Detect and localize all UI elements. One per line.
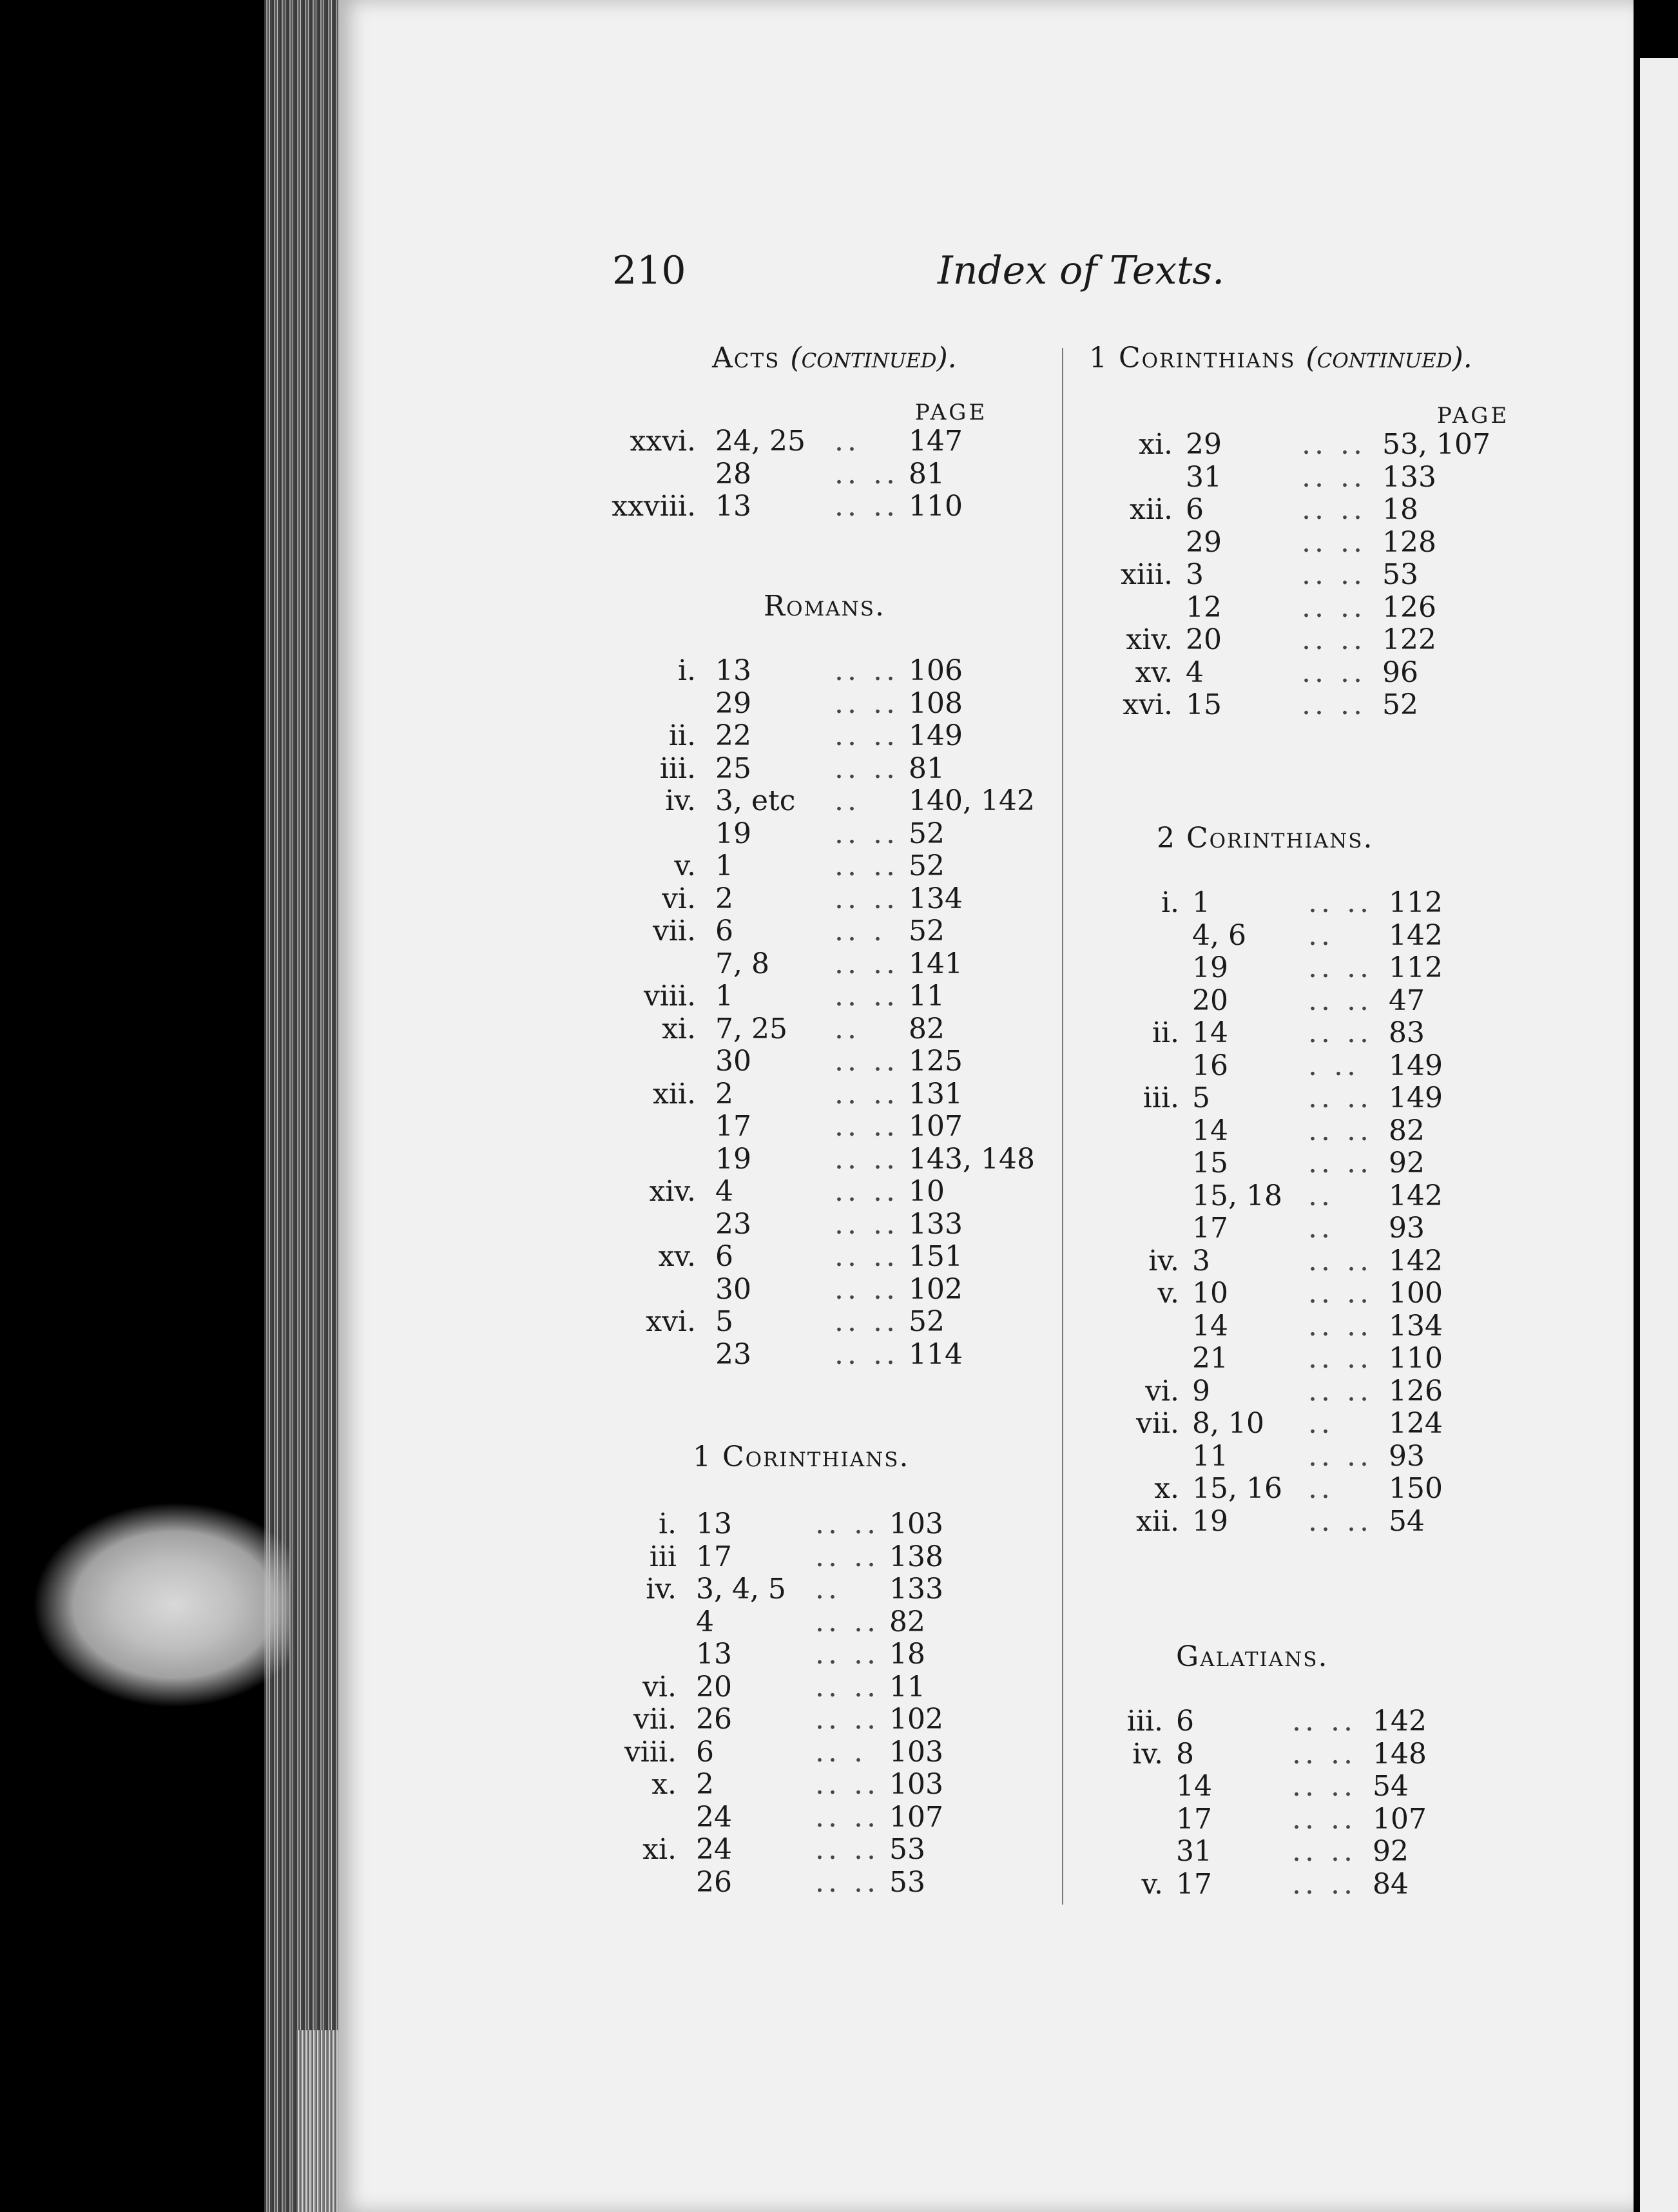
leader-dots: .. .. xyxy=(1308,951,1373,984)
verse-numbers: 3, 4, 5 xyxy=(696,1573,786,1606)
verse-numbers: 2 xyxy=(715,882,733,915)
page-reference: 122 xyxy=(1382,623,1436,656)
leader-dots: .. .. xyxy=(834,980,899,1013)
leader-dots: .. .. xyxy=(1308,1114,1373,1147)
page-reference: 10 xyxy=(909,1175,945,1208)
leader-dots: .. .. xyxy=(834,817,899,850)
leader-dots: .. .. xyxy=(1302,428,1366,461)
verse-numbers: 4 xyxy=(1186,655,1204,689)
verse-numbers: 19 xyxy=(1192,951,1228,984)
chapter-number: xiv. xyxy=(1126,623,1173,656)
leader-dots: .. .. xyxy=(834,686,899,720)
verse-numbers: 28 xyxy=(715,457,751,490)
chapter-number: ii. xyxy=(1152,1016,1179,1049)
leader-dots: .. .. xyxy=(834,752,899,785)
verse-numbers: 17 xyxy=(1176,1867,1212,1901)
chapter-number: vi. xyxy=(662,882,696,915)
section-title-1-corinthians-continued xyxy=(1089,342,1472,374)
verse-numbers: 4, 6 xyxy=(1192,918,1246,952)
chapter-number: iii. xyxy=(1126,1705,1163,1738)
verse-numbers: 4 xyxy=(696,1605,714,1638)
leader-dots: .. .. xyxy=(1308,1504,1373,1538)
leader-dots: .. .. xyxy=(1292,1835,1356,1868)
page-column-label: PAGE xyxy=(915,400,988,425)
verse-numbers: 13 xyxy=(696,1508,732,1540)
page-reference: 124 xyxy=(1389,1407,1443,1440)
verse-numbers: 30 xyxy=(715,1045,751,1078)
leader-dots: .. . xyxy=(815,1735,867,1769)
leader-dots: .. .. xyxy=(1292,1802,1356,1836)
verse-numbers: 29 xyxy=(715,686,751,720)
verse-numbers: 12 xyxy=(1186,590,1222,624)
paper-stain xyxy=(32,1502,290,1708)
verse-numbers: 7, 8 xyxy=(715,947,769,980)
page-reference: 52 xyxy=(1382,688,1418,721)
leader-dots: .. .. xyxy=(834,1175,899,1208)
verse-numbers: 6 xyxy=(696,1735,714,1769)
page-reference: 149 xyxy=(909,719,963,752)
leader-dots: .. .. xyxy=(834,457,899,490)
page-reference: 147 xyxy=(909,425,963,458)
leader-dots: .. .. xyxy=(815,1865,880,1899)
verse-numbers: 14 xyxy=(1192,1016,1228,1049)
page-reference: 47 xyxy=(1389,984,1425,1017)
page-reference: 54 xyxy=(1389,1504,1425,1538)
verse-numbers: 13 xyxy=(696,1638,732,1671)
verse-numbers: 21 xyxy=(1192,1342,1228,1375)
verse-numbers: 11 xyxy=(1192,1439,1228,1473)
chapter-number: i. xyxy=(677,654,696,687)
leader-dots: .. .. xyxy=(1308,1082,1373,1114)
page-reference: 140, 142 xyxy=(909,784,1035,817)
chapter-number: x. xyxy=(651,1768,677,1801)
page-reference: 114 xyxy=(909,1337,963,1371)
verse-numbers: 6 xyxy=(1176,1705,1194,1738)
page-reference: 138 xyxy=(889,1540,943,1573)
page-reference: 107 xyxy=(889,1800,943,1834)
page-reference: 128 xyxy=(1382,525,1436,559)
chapter-number: xv. xyxy=(658,1240,696,1273)
section-name: Acts xyxy=(712,342,780,374)
page-reference: 150 xyxy=(1389,1472,1443,1505)
leader-dots: .. .. xyxy=(834,1272,899,1306)
verse-numbers: 14 xyxy=(1176,1770,1212,1803)
leader-dots: .. xyxy=(1308,1212,1334,1245)
leader-dots: .. .. xyxy=(834,1305,899,1338)
section-title-2-corinthians: 2 Corinthians. xyxy=(1157,822,1374,855)
chapter-number: vii. xyxy=(633,1703,677,1736)
verse-numbers: 29 xyxy=(1186,525,1222,559)
page-reference: 103 xyxy=(889,1508,943,1540)
page-reference: 11 xyxy=(909,980,945,1013)
facing-page-edge xyxy=(1640,58,1678,2212)
chapter-number: xiv. xyxy=(649,1175,696,1208)
chapter-number: xiii. xyxy=(1120,558,1173,591)
leader-dots: .. .. xyxy=(834,947,899,980)
leader-dots: .. .. xyxy=(1302,688,1366,721)
leader-dots: .. .. xyxy=(815,1833,880,1866)
leader-dots: .. xyxy=(1308,1179,1334,1212)
leader-dots: .. .. xyxy=(815,1605,880,1638)
chapter-number: xi. xyxy=(1139,428,1173,461)
verse-numbers: 26 xyxy=(696,1865,732,1899)
section-note: (continued). xyxy=(790,342,957,374)
page-reference: 142 xyxy=(1389,1244,1443,1277)
page-reference: 102 xyxy=(909,1272,963,1306)
chapter-number: xii. xyxy=(1136,1504,1179,1538)
verse-numbers: 24 xyxy=(696,1833,732,1866)
page-reference: 96 xyxy=(1382,655,1418,689)
leader-dots: .. .. xyxy=(1308,984,1373,1017)
leader-dots: .. .. xyxy=(1292,1705,1356,1738)
leader-dots: .. .. xyxy=(815,1508,880,1540)
page-reference: 133 xyxy=(889,1573,943,1606)
chapter-number: iii. xyxy=(1143,1082,1179,1114)
section-title-acts xyxy=(712,342,957,374)
leader-dots: .. .. xyxy=(834,1337,899,1371)
leader-dots: .. xyxy=(1308,1407,1334,1440)
leader-dots: .. xyxy=(834,784,860,817)
page-reference: 103 xyxy=(889,1735,943,1769)
leader-dots: .. .. xyxy=(815,1638,880,1671)
verse-numbers: 9 xyxy=(1192,1374,1210,1408)
verse-numbers: 16 xyxy=(1192,1049,1228,1082)
chapter-number: vi. xyxy=(642,1670,677,1703)
verse-numbers: 23 xyxy=(715,1207,751,1241)
chapter-number: xvi. xyxy=(1123,688,1173,721)
page-reference: 102 xyxy=(889,1703,943,1736)
chapter-number: vii. xyxy=(653,915,696,947)
chapter-number: iv. xyxy=(646,1573,677,1606)
chapter-number: vii. xyxy=(1136,1407,1179,1440)
page-reference: 18 xyxy=(1382,493,1418,526)
leader-dots: .. xyxy=(1308,1472,1334,1505)
verse-numbers: 6 xyxy=(715,1240,733,1273)
section-title-romans: Romans. xyxy=(764,590,886,623)
page-reference: 84 xyxy=(1373,1867,1409,1901)
chapter-number: x. xyxy=(1154,1472,1179,1505)
verse-numbers: 19 xyxy=(715,1142,751,1176)
chapter-number: xxviii. xyxy=(612,490,696,523)
page-reference: 103 xyxy=(889,1768,943,1801)
verse-numbers: 15, 18 xyxy=(1192,1179,1282,1212)
chapter-number: v. xyxy=(1157,1277,1179,1310)
leader-dots: .. .. xyxy=(1302,655,1366,689)
verse-numbers: 5 xyxy=(1192,1082,1210,1114)
leader-dots: .. .. xyxy=(834,654,899,687)
page-reference: 142 xyxy=(1373,1705,1427,1738)
verse-numbers: 15 xyxy=(1186,688,1222,721)
chapter-number: iv. xyxy=(1132,1737,1163,1771)
leader-dots: .. .. xyxy=(815,1768,880,1801)
leader-dots: .. .. xyxy=(1302,558,1366,591)
leader-dots: .. .. xyxy=(834,1110,899,1143)
page-number: 210 xyxy=(612,248,686,293)
verse-numbers: 26 xyxy=(696,1703,732,1736)
chapter-number: viii. xyxy=(624,1735,677,1769)
chapter-number: i. xyxy=(658,1508,677,1540)
verse-numbers: 17 xyxy=(1192,1212,1228,1245)
leader-dots: .. .. xyxy=(1292,1770,1356,1803)
page-reference: 53 xyxy=(889,1865,925,1899)
page-column-label: PAGE xyxy=(1437,403,1510,429)
verse-numbers: 1 xyxy=(715,980,733,1013)
verse-numbers: 3 xyxy=(1186,558,1204,591)
page-reference: 112 xyxy=(1389,951,1443,984)
verse-numbers: 6 xyxy=(1186,493,1204,526)
verse-numbers: 17 xyxy=(1176,1802,1212,1836)
page-reference: 133 xyxy=(1382,460,1436,494)
page-reference: 126 xyxy=(1382,590,1436,624)
page-reference: 92 xyxy=(1389,1147,1425,1179)
chapter-number: xii. xyxy=(1130,493,1173,526)
verse-numbers: 6 xyxy=(715,915,733,947)
chapter-number: i. xyxy=(1161,886,1179,919)
verse-numbers: 20 xyxy=(696,1670,732,1703)
column-divider xyxy=(1062,348,1063,1905)
chapter-number: vi. xyxy=(1145,1374,1179,1408)
verse-numbers: 3, etc xyxy=(715,784,796,817)
verse-numbers: 19 xyxy=(1192,1504,1228,1538)
page-reference: 131 xyxy=(909,1077,963,1111)
page-reference: 133 xyxy=(909,1207,963,1241)
leader-dots: .. .. xyxy=(1308,1277,1373,1310)
page-reference: 126 xyxy=(1389,1374,1443,1408)
chapter-number: xi. xyxy=(642,1833,677,1866)
page-reference: 82 xyxy=(1389,1114,1425,1147)
verse-numbers: 31 xyxy=(1176,1835,1212,1868)
leader-dots: .. .. xyxy=(1308,1374,1373,1408)
leader-dots: .. xyxy=(815,1573,841,1606)
verse-numbers: 23 xyxy=(715,1337,751,1371)
leader-dots: .. .. xyxy=(834,719,899,752)
verse-numbers: 15 xyxy=(1192,1147,1228,1179)
leader-dots: .. .. xyxy=(834,1142,899,1176)
section-name: 1 Corinthians xyxy=(1089,342,1296,374)
verse-numbers: 15, 16 xyxy=(1192,1472,1282,1505)
verse-numbers: 2 xyxy=(696,1768,714,1801)
leader-dots: .. .. xyxy=(815,1703,880,1736)
page-reference: 134 xyxy=(909,882,963,915)
page-reference: 53 xyxy=(889,1833,925,1866)
verse-numbers: 17 xyxy=(696,1540,732,1573)
page-reference: 110 xyxy=(909,490,963,523)
page-reference: 18 xyxy=(889,1638,925,1671)
leader-dots: .. .. xyxy=(834,1240,899,1273)
leader-dots: .. xyxy=(834,1012,860,1045)
leader-dots: .. .. xyxy=(1308,1439,1373,1473)
verse-numbers: 31 xyxy=(1186,460,1222,494)
verse-numbers: 24 xyxy=(696,1800,732,1834)
verse-numbers: 4 xyxy=(715,1175,733,1208)
leader-dots: .. .. xyxy=(1302,590,1366,624)
verse-numbers: 13 xyxy=(715,490,751,523)
verse-numbers: 29 xyxy=(1186,428,1222,461)
chapter-number: viii. xyxy=(643,980,696,1013)
page-reference: 82 xyxy=(889,1605,925,1638)
leader-dots: .. xyxy=(834,425,860,458)
chapter-number: v. xyxy=(674,849,696,882)
section-title-galatians: Galatians. xyxy=(1176,1640,1329,1673)
leader-dots: .. xyxy=(1308,918,1334,952)
page-reference: 93 xyxy=(1389,1212,1425,1245)
page-reference: 52 xyxy=(909,817,945,850)
page-reference: 93 xyxy=(1389,1439,1425,1473)
leader-dots: .. .. xyxy=(1292,1867,1356,1901)
page-reference: 125 xyxy=(909,1045,963,1078)
leader-dots: .. . xyxy=(834,915,886,947)
verse-numbers: 13 xyxy=(715,654,751,687)
page-reference: 108 xyxy=(909,686,963,720)
page-reference: 151 xyxy=(909,1240,963,1273)
verse-numbers: 17 xyxy=(715,1110,751,1143)
page-reference: 52 xyxy=(909,1305,945,1338)
leader-dots: .. .. xyxy=(834,1045,899,1078)
leader-dots: .. .. xyxy=(1308,886,1373,919)
chapter-number: iii xyxy=(649,1540,677,1573)
chapter-number: iv. xyxy=(665,784,696,817)
page-reference: 83 xyxy=(1389,1016,1425,1049)
leader-dots: .. .. xyxy=(834,849,899,882)
verse-numbers: 20 xyxy=(1192,984,1228,1017)
page-reference: 81 xyxy=(909,457,945,490)
leader-dots: .. .. xyxy=(1302,460,1366,494)
chapter-number: v. xyxy=(1141,1867,1163,1901)
leader-dots: .. .. xyxy=(1302,623,1366,656)
verse-numbers: 2 xyxy=(715,1077,733,1111)
chapter-number: xi. xyxy=(662,1012,696,1045)
leader-dots: .. .. xyxy=(815,1540,880,1573)
page-reference: 142 xyxy=(1389,918,1443,952)
chapter-number: iv. xyxy=(1148,1244,1179,1277)
verse-numbers: 1 xyxy=(715,849,733,882)
page-reference: 53, 107 xyxy=(1382,428,1490,461)
page-reference: 11 xyxy=(889,1670,925,1703)
chapter-number: xv. xyxy=(1135,655,1173,689)
page-reference: 134 xyxy=(1389,1309,1443,1343)
page-reference: 107 xyxy=(1373,1802,1427,1836)
chapter-number: ii. xyxy=(668,719,696,752)
leader-dots: .. .. xyxy=(1308,1342,1373,1375)
leader-dots: .. .. xyxy=(834,1077,899,1111)
page-reference: 52 xyxy=(909,915,945,947)
leader-dots: .. .. xyxy=(1308,1309,1373,1343)
verse-numbers: 10 xyxy=(1192,1277,1228,1310)
leader-dots: .. .. xyxy=(1302,525,1366,559)
page-reference: 106 xyxy=(909,654,963,687)
verse-numbers: 24, 25 xyxy=(715,425,805,458)
chapter-number: iii. xyxy=(659,752,696,785)
page-reference: 81 xyxy=(909,752,945,785)
verse-numbers: 1 xyxy=(1192,886,1210,919)
leader-dots: .. .. xyxy=(1308,1147,1373,1179)
page-reference: 92 xyxy=(1373,1835,1409,1868)
chapter-number: xii. xyxy=(653,1077,696,1111)
page-reference: 100 xyxy=(1389,1277,1443,1310)
page-reference: 112 xyxy=(1389,886,1443,919)
page-reference: 143, 148 xyxy=(909,1142,1035,1176)
leader-dots: .. .. xyxy=(1308,1016,1373,1049)
page-reference: 142 xyxy=(1389,1179,1443,1212)
verse-numbers: 22 xyxy=(715,719,751,752)
leader-dots: .. .. xyxy=(834,882,899,915)
verse-numbers: 20 xyxy=(1186,623,1222,656)
page-reference: 141 xyxy=(909,947,963,980)
verse-numbers: 7, 25 xyxy=(715,1012,787,1045)
chapter-number: xxvi. xyxy=(630,425,696,458)
leader-dots: .. .. xyxy=(834,1207,899,1241)
page-reference: 54 xyxy=(1373,1770,1409,1803)
leader-dots: .. .. xyxy=(1308,1244,1373,1277)
verse-numbers: 14 xyxy=(1192,1114,1228,1147)
page-reference: 110 xyxy=(1389,1342,1443,1375)
page-reference: 82 xyxy=(909,1012,945,1045)
verse-numbers: 25 xyxy=(715,752,751,785)
verse-numbers: 3 xyxy=(1192,1244,1210,1277)
leader-dots: .. .. xyxy=(815,1670,880,1703)
leader-dots: .. .. xyxy=(815,1800,880,1834)
section-note: (continued). xyxy=(1306,342,1472,374)
leader-dots: .. .. xyxy=(1292,1737,1356,1771)
page-reference: 149 xyxy=(1389,1082,1443,1114)
leader-dots: . .. xyxy=(1308,1049,1360,1082)
section-title-1-corinthians: 1 Corinthians. xyxy=(693,1441,910,1473)
running-title: Index of Texts. xyxy=(938,248,1225,293)
verse-numbers: 8, 10 xyxy=(1192,1407,1264,1440)
page-reference: 107 xyxy=(909,1110,963,1143)
leader-dots: .. .. xyxy=(1302,493,1366,526)
chapter-number: xvi. xyxy=(646,1305,696,1338)
leader-dots: .. .. xyxy=(834,490,899,523)
verse-numbers: 5 xyxy=(715,1305,733,1338)
page-reference: 149 xyxy=(1389,1049,1443,1082)
verse-numbers: 30 xyxy=(715,1272,751,1306)
page-reference: 148 xyxy=(1373,1737,1427,1771)
verse-numbers: 19 xyxy=(715,817,751,850)
verse-numbers: 14 xyxy=(1192,1309,1228,1343)
page-reference: 53 xyxy=(1382,558,1418,591)
page-reference: 52 xyxy=(909,849,945,882)
verse-numbers: 8 xyxy=(1176,1737,1194,1771)
